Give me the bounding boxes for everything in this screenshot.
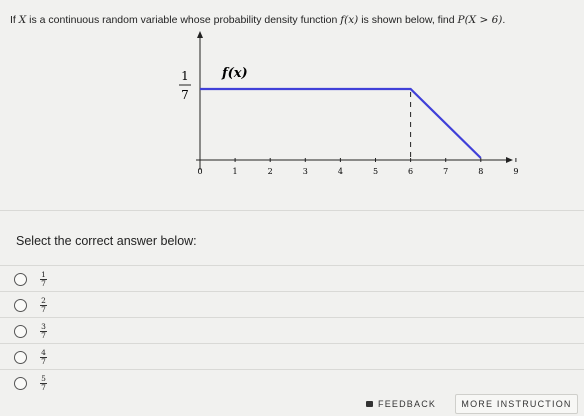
y-label-numerator: 1 xyxy=(181,69,189,83)
y-axis-arrow xyxy=(197,31,203,38)
radio-button[interactable] xyxy=(14,299,27,312)
fraction-denominator: 7 xyxy=(41,330,46,340)
radio-button[interactable] xyxy=(14,325,27,338)
answer-option[interactable] xyxy=(14,320,574,342)
fraction-numerator: 2 xyxy=(41,295,46,305)
x-tick-label: 2 xyxy=(267,167,273,176)
option-fraction xyxy=(40,323,47,340)
answer-option[interactable] xyxy=(14,268,574,290)
question-part: is a continuous random variable whose probability density function xyxy=(26,14,341,26)
divider xyxy=(0,291,584,292)
x-tick-label: 6 xyxy=(408,167,414,176)
x-tick-label: 4 xyxy=(337,167,343,176)
x-tick-label: 5 xyxy=(372,167,379,176)
fraction-numerator: 3 xyxy=(41,321,46,331)
option-fraction xyxy=(40,349,47,366)
question-probability: P(X > 6) xyxy=(457,14,503,26)
divider xyxy=(0,210,584,211)
radio-button[interactable] xyxy=(14,273,27,286)
x-axis-arrow xyxy=(506,157,513,163)
question-part: . xyxy=(502,14,506,26)
fraction-denominator: 7 xyxy=(41,356,46,366)
feedback-button[interactable] xyxy=(366,394,436,414)
x-tick-label: 9 xyxy=(513,167,519,176)
radio-button[interactable] xyxy=(14,351,27,364)
fraction-denominator: 7 xyxy=(41,278,46,288)
more-instruction-label: MORE INSTRUCTION xyxy=(461,399,572,409)
question-function: f(x) xyxy=(340,14,359,26)
radio-button[interactable] xyxy=(14,377,27,390)
x-tick-label: 0 xyxy=(197,167,203,176)
pdf-curve xyxy=(200,89,481,158)
more-instruction-button[interactable] xyxy=(455,394,578,414)
option-fraction xyxy=(40,271,47,288)
x-tick-label: 8 xyxy=(478,167,484,176)
x-tick-label: 1 xyxy=(232,167,238,176)
divider xyxy=(0,343,584,344)
question-part: If xyxy=(10,14,19,26)
y-label-denominator: 7 xyxy=(181,88,189,102)
fraction-denominator: 7 xyxy=(41,382,46,392)
x-tick-label: 7 xyxy=(443,167,449,176)
option-fraction xyxy=(40,297,47,314)
question-variable: X xyxy=(18,14,27,26)
fraction-numerator: 5 xyxy=(41,373,46,383)
answer-option[interactable] xyxy=(14,372,574,394)
answer-prompt: Select the correct answer below: xyxy=(16,234,197,248)
divider xyxy=(0,265,584,266)
speech-bubble-icon xyxy=(366,401,373,407)
divider xyxy=(0,369,584,370)
x-tick-label: 3 xyxy=(302,167,308,176)
fraction-numerator: 4 xyxy=(41,347,46,357)
question-part: is shown below, find xyxy=(358,14,458,26)
answer-option[interactable] xyxy=(14,294,574,316)
answer-option[interactable] xyxy=(14,346,574,368)
function-label: f(x) xyxy=(222,66,248,81)
fraction-numerator: 1 xyxy=(41,269,46,279)
fraction-denominator: 7 xyxy=(41,304,46,314)
feedback-label: FEEDBACK xyxy=(378,399,437,409)
divider xyxy=(0,317,584,318)
pdf-graph xyxy=(0,0,584,200)
option-fraction xyxy=(40,375,47,392)
